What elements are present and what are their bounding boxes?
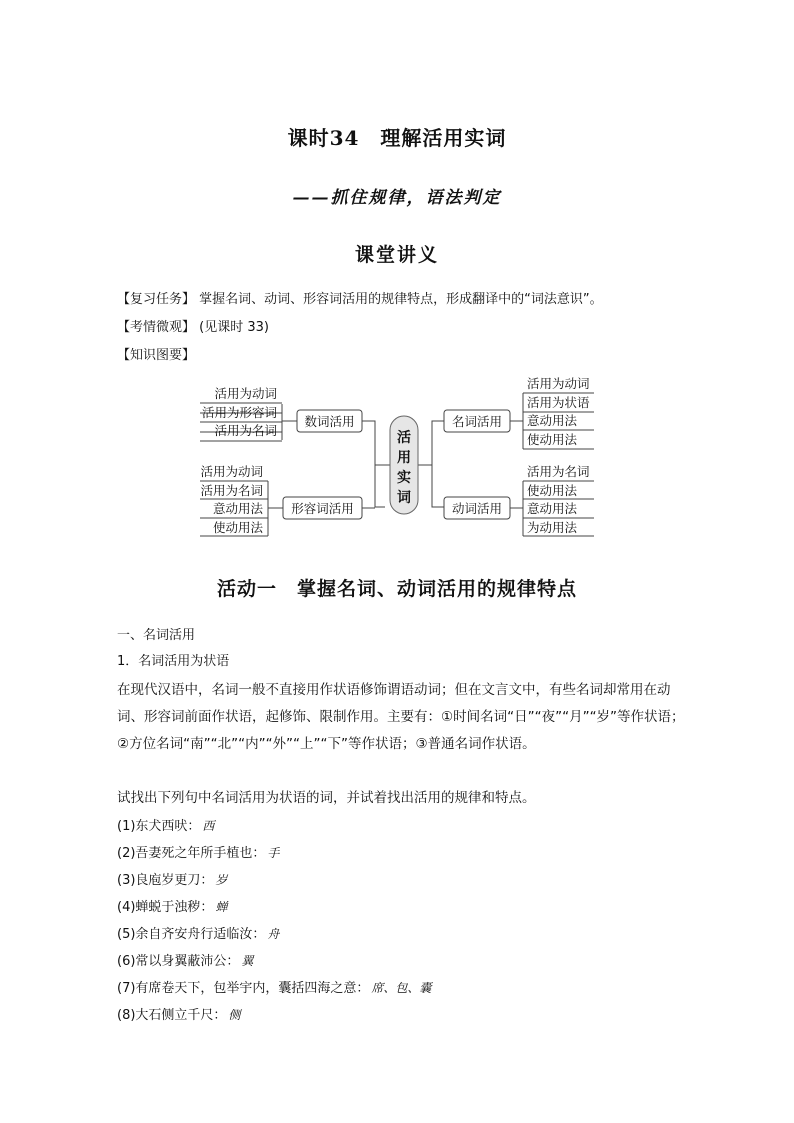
leaf-item: 意动用法	[527, 501, 578, 516]
group-label-verb: 动词活用	[451, 501, 503, 516]
center-char: 实	[397, 470, 411, 486]
center-char: 词	[397, 490, 411, 506]
example-item: (4)蝉蜕于浊秽： 蝉	[117, 900, 228, 915]
page-subtitle: ——抓住规律，语法判定	[292, 188, 502, 208]
leaf-item: 使动用法	[527, 483, 578, 498]
page-title: 课时34 理解活用实词	[287, 126, 507, 150]
knowledge-label: 【知识图要】	[117, 348, 196, 363]
examples-list	[117, 815, 431, 1031]
example-item: (7)有席卷天下，包举宇内，囊括四海之意： 席、包、囊	[117, 981, 432, 996]
leaf-item: 使动用法	[527, 432, 578, 447]
group-label-noun: 名词活用	[451, 414, 503, 429]
example-answer: 蝉	[215, 900, 228, 914]
leaf-item: 活用为名词	[214, 423, 277, 438]
review-task-text: 掌握名词、动词、形容词活用的规律特点，形成翻译中的“词法意识”。	[199, 292, 603, 307]
example-item: (3)良庖岁更刀： 岁	[117, 873, 228, 888]
leaf-item: 活用为动词	[214, 386, 277, 401]
leaf-item: 活用为形容词	[201, 405, 277, 420]
leaf-item: 活用为名词	[527, 464, 590, 479]
leaf-item: 活用为动词	[527, 376, 590, 391]
exam-label: 【考情微观】	[117, 320, 196, 335]
example-answer: 西	[202, 819, 215, 833]
example-answer: 翼	[241, 954, 254, 968]
center-char: 用	[397, 450, 411, 466]
example-answer: 侧	[228, 1008, 241, 1022]
leaf-item: 活用为状语	[527, 395, 590, 410]
leaf-item: 意动用法	[527, 413, 578, 428]
example-answer: 舟	[267, 927, 280, 941]
example-item: (6)常以身翼蔽沛公： 翼	[117, 954, 254, 969]
example-answer: 席、包、囊	[371, 981, 432, 995]
explanation-paragraph: 在现代汉语中，名词一般不直接用作状语修饰谓语动词；但在文言文中，有些名词却常用在动词、形容词前面作状语，起修饰、限制作用。主要有：①时间名词“日”“夜”“月”“岁”等作状语；②方位名词“南”“北”“内”“外”“上”“下”等作状语；③普通名词作状语。	[117, 682, 685, 752]
subsection-heading: 1．名词活用为状语	[117, 654, 230, 669]
leaf-item: 活用为名词	[200, 483, 263, 498]
review-task-label: 【复习任务】	[117, 292, 196, 307]
exam-text: (见课时 33)	[199, 320, 269, 335]
center-char: 活	[397, 430, 411, 446]
example-item: (1)东犬西吠： 西	[117, 819, 215, 834]
example-answer: 岁	[215, 873, 228, 887]
section-heading: 一、名词活用	[117, 628, 196, 643]
example-item: (5)余自齐安舟行适临汝： 舟	[117, 927, 280, 942]
section-title: 课堂讲义	[354, 244, 439, 266]
leaf-item: 使动用法	[212, 520, 263, 535]
example-answer: 手	[267, 846, 280, 860]
leaf-item: 意动用法	[212, 501, 263, 516]
group-label-numeral: 数词活用	[304, 414, 355, 429]
instruction-paragraph: 试找出下列句中名词活用为状语的词，并试着找出活用的规律和特点。	[117, 790, 536, 806]
leaf-item: 活用为动词	[200, 464, 263, 479]
example-item: (2)吾妻死之年所手植也： 手	[117, 846, 280, 861]
leaf-item: 为动用法	[527, 520, 578, 535]
activity-title: 活动一 掌握名词、动词活用的规律特点	[216, 578, 577, 600]
example-item: (8)大石侧立千尺： 侧	[117, 1008, 241, 1023]
group-label-adjective: 形容词活用	[291, 501, 354, 516]
